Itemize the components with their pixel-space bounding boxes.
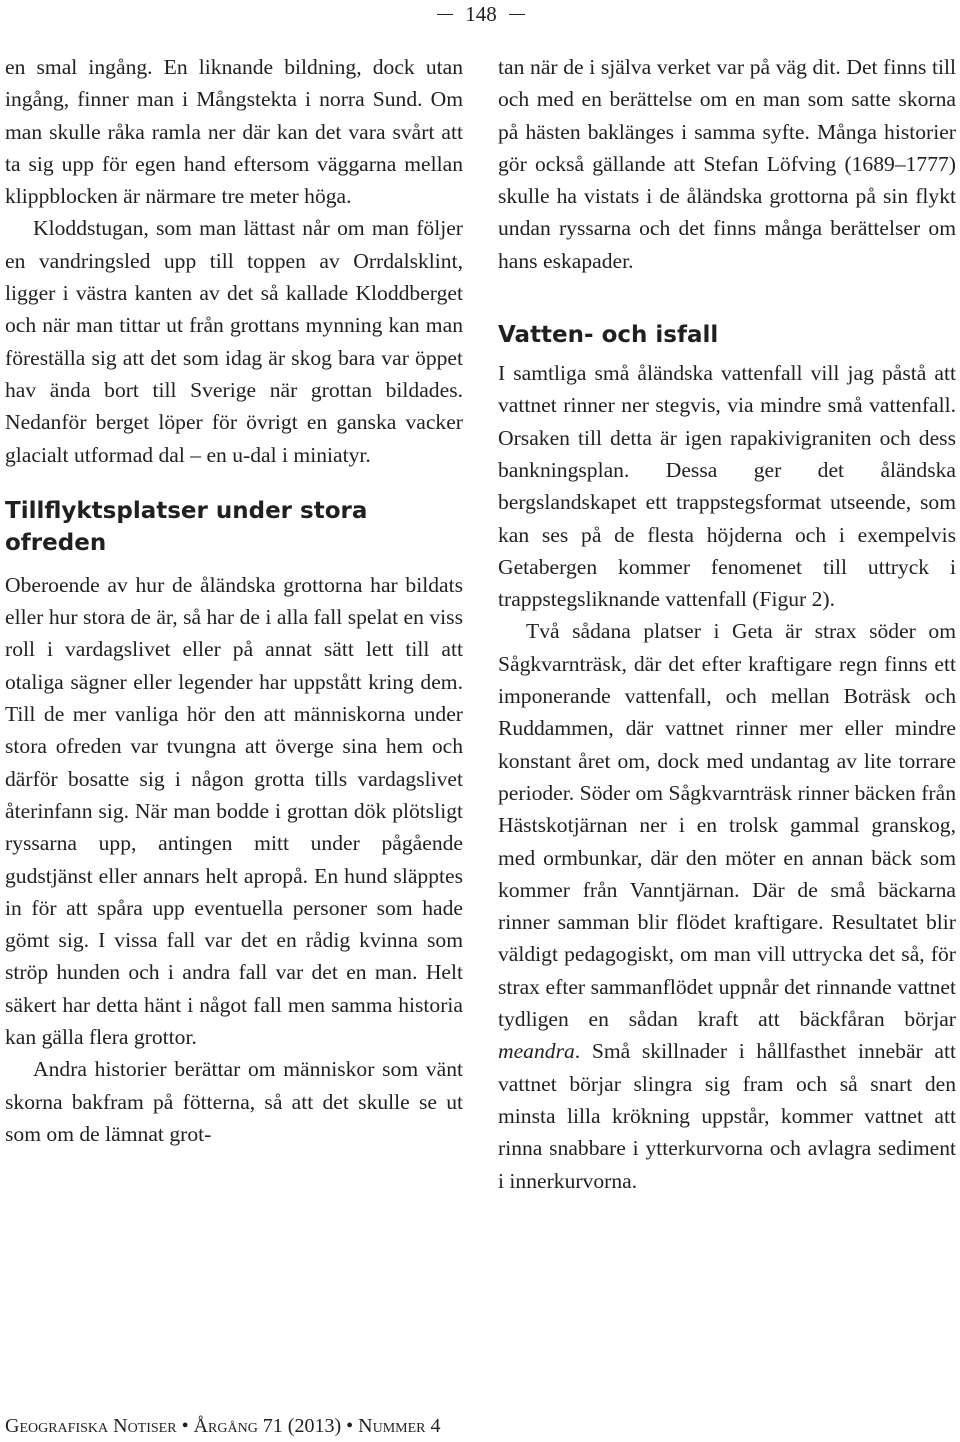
paragraph-text: Två sådana platser i Geta är strax söder om Sågkvarnträsk, där det efter kraftigare regn finns ett imponerande vattenfall, och mellan Boträsk och Ruddammen, där vattnet rinner mer eller mindre konstant året om, dock med undantag av lite torrare perioder. Söder om Sågkvarnträsk rinner bäcken från Hästskotjärnan ner i en trolsk gammal granskog, med ormbunkar, där den möter en annan bäck som kommer från Vanntjärnan. Där de små bäckarna rinner samman blir flödet kraftigare. Resultatet blir väldigt pedagogiskt, om man vill uttrycka det så, för strax efter sammanflödet uppnår det rinnande vattnet tydligen en sådan kraft att bäckfåran börjar [498, 619, 956, 1032]
page-number: 148 [465, 2, 497, 26]
footer-bullet: • [346, 1415, 354, 1437]
left-column [5, 51, 463, 1150]
header-rule-left [437, 14, 453, 15]
paragraph: I samtliga små åländska vattenfall vill jag påstå att vattnet rinner ner stegvis, via mindre små vattenfall. Orsaken till detta är igen rapakivigraniten och dess bankningsplan. Dessa ger det åländska bergslandskapet ett trappstegsformat utseende, som kan ses på de flesta höjderna och i exempelvis Getabergen kommer fenomenet till uttryck i trappstegsliknande vattenfall (Figur 2). [498, 361, 956, 612]
section-heading: Vatten- och isfall [498, 322, 719, 349]
header-rule-right [509, 14, 525, 15]
section-heading: Tillflyktsplatser under stora ofreden [5, 497, 368, 556]
journal-issue: Nummer 4 [358, 1415, 441, 1437]
page-header [436, 0, 526, 28]
paragraph: Kloddstugan, som man lättast når om man följer en vandringsled upp till toppen av Orrdalsklint, ligger i västra kanten av det så kallade Kloddberget och när man tittar ut från grottans mynning kan man föreställa sig att det som idag är skog bara var öppet hav ända bort till Sverige när grottan bildades. Nedanför berget löper för övrigt en ganska vacker glacialt utformad dal – en u-dal i miniatyr. [5, 216, 463, 467]
emphasized-word: meandra [498, 1039, 575, 1064]
paragraph-text: . Små skillnader i hållfasthet innebär att vattnet börjar slingra sig fram och så snart den minsta lilla krökning uppstår, kommer vattnet att rinna snabbare i ytterkurvorna och avlagra sediment i innerkurvorna. [498, 1039, 956, 1193]
paragraph [498, 615, 956, 1196]
paragraph: Oberoende av hur de åländska grottorna har bildats eller hur stora de är, så har de i alla fall spelat en viss roll i vardagslivet eller på annat sätt lett till att otaliga sägner eller legender har uppstått kring dem. Till de mer vanliga hör den att människorna under stora ofreden var tvungna att överge sina hem och därför bosatte sig i någon grotta tills vardagslivet återinfann sig. När man bodde i grottan dök plötsligt ryssarna upp, antingen mitt under pågående gudstjänst eller annars helt apropå. En hund släpptes in för att spåra upp eventuella personer som hade gömt sig. I vissa fall var det en rådig kvinna som ströp hunden och i andra fall var det en man. Helt säkert har detta hänt i något fall men samma historia kan gälla flera grottor. [5, 572, 463, 1050]
journal-name: Geografiska Notiser [5, 1415, 177, 1437]
page-footer [5, 1413, 440, 1439]
paragraph: tan när de i själva verket var på väg dit. Det finns till och med en berättelse om en man som satte skorna på hästen baklänges i samma syfte. Många historier gör också gällande att Stefan Löfving (1689–1777) skulle ha vistats i de åländska grottorna på sin flykt undan ryssarna och det finns många berättelser om hans eskapader. [498, 55, 956, 273]
paragraph: Andra historier berättar om människor som vänt skorna bakfram på fötterna, så att det skulle se ut som om de lämnat grot- [5, 1057, 463, 1146]
paragraph: en smal ingång. En liknande bildning, dock utan ingång, finner man i Mångstekta i norra Sund. Om man skulle råka ramla ner där kan det vara svårt att ta sig upp för egen hand eftersom väggarna mellan klippblocken är närmare tre meter höga. [5, 55, 463, 209]
journal-volume: Årgång 71 (2013) [193, 1415, 342, 1437]
footer-bullet: • [181, 1415, 189, 1437]
right-column [498, 51, 956, 1197]
